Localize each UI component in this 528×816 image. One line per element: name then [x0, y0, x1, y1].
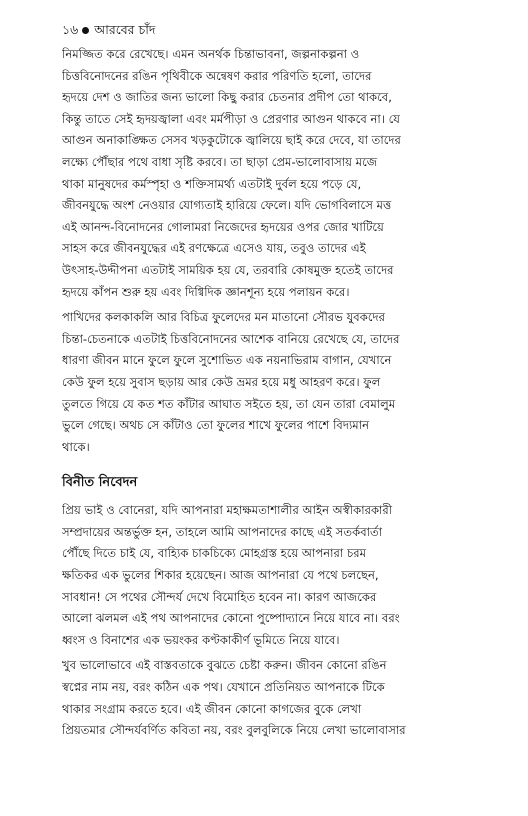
text-line: ধারণা জীবন মানে ফুলে ফুলে সুশোভিত এক নয়নাভিরাম বাগান, যেখানে: [62, 353, 392, 368]
text-line: থাকা মানুষদের কর্মস্পৃহা ও শক্তিসামর্থ্য এতটাই দুর্বল হয়ে পড়ে যে,: [62, 176, 362, 191]
text-line: জীবনযুদ্ধে অংশ নেওয়ার যোগ্যতাই হারিয়ে ফেলে। যদি ভোগবিলাসে মত্ত: [62, 198, 392, 213]
text-line: ধ্বংস ও বিনাশের এক ভয়ংকর কণ্টকাকীর্ণ ভূমিতে নিয়ে যাবে।: [62, 632, 340, 647]
text-line: সাবধান! সে পথের সৌন্দর্য দেখে বিমোহিত হবেন না। কারণ আজকের: [62, 589, 377, 604]
body-paragraph: [62, 307, 458, 458]
text-line: পাখিদের কলকাকলি আর বিচিত্র ফুলেদের মন মাতানো সৌরভ যুবকদের: [62, 310, 385, 325]
text-line: স্বপ্নের নাম নয়, বরং কঠিন এক পথ। যেখানে প্রতিনিয়ত আপনাকে টিকে: [62, 680, 385, 695]
page-number: ১৬: [62, 22, 79, 37]
text-line: সম্প্রদায়ের অন্তর্ভুক্ত হন, তাহলে আমি আপনাদের কাছে এই সতর্কবার্তা: [62, 524, 383, 539]
text-line: তুলতে গিয়ে যে কত শত কাঁটার আঘাত সইতে হয়, তা যেন তারা বেমালুম: [62, 396, 396, 411]
text-line: উৎসাহ-উদ্দীপনা এতটাই সাময়িক হয় যে, তরবারি কোষমুক্ত হতেই তাদের: [62, 262, 394, 277]
body-paragraph: [62, 655, 458, 741]
body-paragraph: [62, 44, 458, 303]
book-title: আরবের চাঁদ: [94, 22, 156, 37]
text-line: নিমজ্জিত করে রেখেছে। এমন অনর্থক চিন্তাভাবনা, জল্পনাকল্পনা ও: [62, 47, 360, 61]
text-line: ভুলে গেছে। অথচ সে কাঁটাও তো ফুলের শাখে ফুলের পাশে বিদ্যমান: [62, 418, 370, 433]
text-line: হৃদয়ে কাঁপন শুরু হয় এবং দিগ্বিদিক জ্ঞানশূন্য হয়ে পলায়ন করে।: [62, 284, 350, 299]
text-line: আলো ঝলমল এই পথ আপনাদের কোনো পুষ্পোদ্যানে নিয়ে যাবে না। বরং: [62, 611, 400, 626]
text-line: চিন্তা-চেতনাকে এতটাই চিত্তবিনোদনের আশেক বানিয়ে রেখেছে যে, তাদের: [62, 331, 400, 346]
running-head: [62, 20, 458, 44]
text-line: হৃদয়ে দেশ ও জাতির জন্য ভালো কিছু করার চেতনার প্রদীপ তো থাকবে,: [62, 90, 392, 105]
text-line: চিত্তবিনোদনের রঙিন পৃথিবীকে অন্বেষণ করার পরিণতি হলো, তাদের: [62, 68, 372, 83]
text-line: থাকে।: [62, 439, 90, 454]
bullet-dot-icon: [82, 27, 89, 34]
text-line: প্রিয়তমার সৌন্দর্যবর্ণিত কবিতা নয়, বরং বুলবুলিকে নিয়ে লেখা ভালোবাসার: [62, 723, 406, 738]
text-line: ক্ষতিকর এক ভুলের শিকার হয়েছেন। আজ আপনারা যে পথে চলছেন,: [62, 568, 379, 583]
text-line: কেউ ফুল হয়ে সুবাস ছড়ায় আর কেউ ভ্রমর হয়ে মধু আহরণ করে। ফুল: [62, 374, 381, 389]
text-line: থাকার সংগ্রাম করতে হবে। এই জীবন কোনো কাগজের বুকে লেখা: [62, 701, 362, 716]
section-heading: বিনীত নিবেদন: [62, 475, 138, 491]
text-line: সাহস করে জীবনযুদ্ধের এই রণক্ষেত্রে এসেও যায়, তবুও তাদের এই: [62, 241, 366, 256]
text-line: কিন্তু তাতে সেই হৃদয়জ্বালা এবং মর্মপীড়া ও প্রেরণার আগুন থাকবে না। যে: [62, 111, 400, 126]
text-line: খুব ভালোভাবে এই বাস্তবতাকে বুঝতে চেষ্টা করুন। জীবন কোনো রঙিন: [62, 658, 387, 673]
text-line: আগুন অনাকাঙ্ক্ষিত সেসব খড়কুটোকে জ্বালিয়ে ছাই করে দেবে, যা তাদের: [62, 133, 401, 148]
book-page: [62, 20, 458, 746]
body-paragraph: [62, 500, 458, 651]
text-line: লক্ষ্যে পৌঁছার পথে বাধা সৃষ্টি করবে। তা ছাড়া প্রেম-ভালোবাসায় মজে: [62, 154, 378, 169]
text-line: পৌঁছে দিতে চাই যে, বাহ্যিক চাকচিক্যে মোহগ্রস্ত হয়ে আপনারা চরম: [62, 546, 367, 561]
text-line: প্রিয় ভাই ও বোনেরা, যদি আপনারা মহাক্ষমতাশালীর আইন অস্বীকারকারী: [62, 503, 393, 518]
text-line: এই আনন্দ-বিনোদনের গোলামরা নিজেদের হৃদয়ের ওপর জোর খাটিয়ে: [62, 219, 384, 234]
